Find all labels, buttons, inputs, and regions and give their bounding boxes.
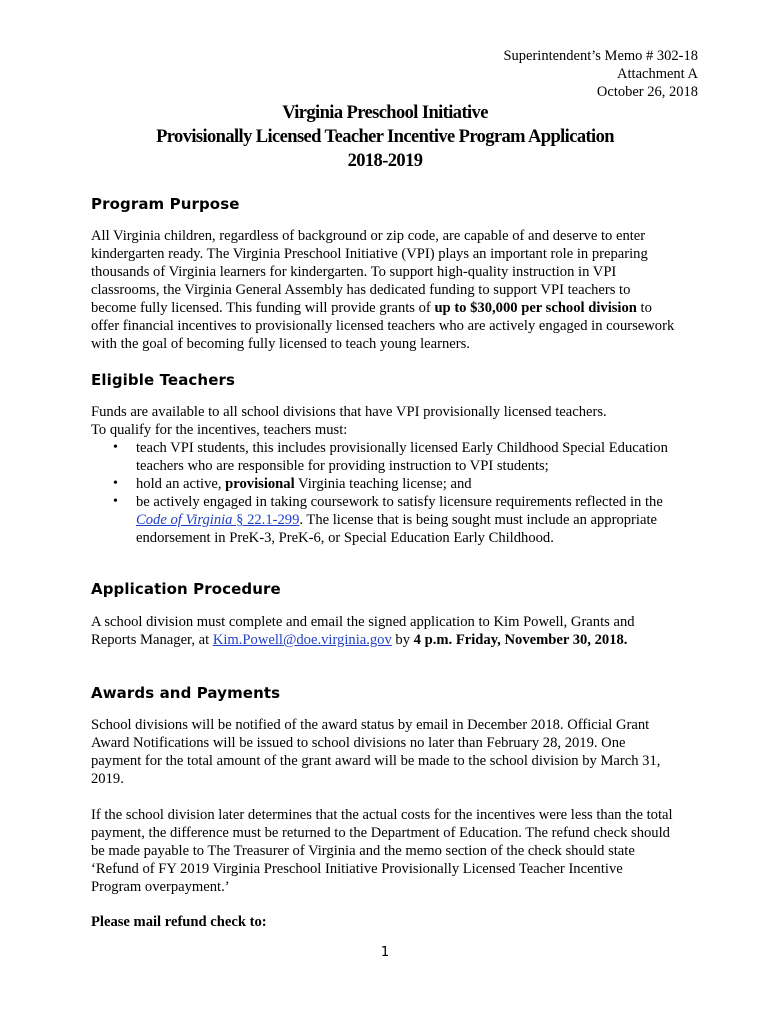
awards-paragraph-2: If the school division later determines that the actual costs for the incentives were less than the total payment, the difference must be returned to the Department of Education. The refund check should be made payable to The Treasurer of Virginia and the memo section of the check should state ‘Refund of FY 2019 Virginia Preschool Initiative Provisionally Licensed Teacher Incentive Program overpayment.’ [91,807,673,895]
bullet-icon: • [113,440,118,455]
memo-number: Superintendent’s Memo # 302-18 [503,48,698,64]
program-purpose-text: All Virginia children, regardless of background or zip code, are capable of and deserve to enter kindergarten ready. The Virginia Preschool Initiative (VPI) plays an important role in preparing thousands of Virginia learners for kindergarten. To support high-quality instruction in VPI classrooms, the Virginia General Assembly has dedicated funding to support VPI teachers to become fully licensed. This funding will provide grants of up to $30,000 per school division to offer financial incentives to provisionally licensed teachers who are actively engaged in coursework with the goal of becoming fully licensed to teach young learners. [91,228,675,352]
document-title [0,101,770,173]
mail-refund-label: Please mail refund check to: [91,914,267,930]
heading-program-purpose: Program Purpose [91,195,240,213]
code-of-virginia-link[interactable]: Code of Virginia § 22.1-299 [136,512,300,528]
list-item: • be actively engaged in taking coursework to satisfy licensure requirements reflected in the Code of Virginia § 22.1-299. The license that is being sought must include an appropriate endorsement in PreK-3, PreK-6, or Special Education Early Childhood. [113,494,663,546]
list-item: • hold an active, provisional Virginia teaching license; and [113,476,472,492]
title-line-2: Provisionally Licensed Teacher Incentive Program Application [156,127,614,147]
awards-paragraph-1: School divisions will be notified of the award status by email in December 2018. Official Grant Award Notifications will be issued to school divisions no later than February 28, 2019. One payment for the total amount of the grant award will be made to the school division by March 31, 2019. [91,717,661,787]
heading-application-procedure: Application Procedure [91,580,281,598]
heading-eligible-teachers: Eligible Teachers [91,371,235,389]
title-line-1: Virginia Preschool Initiative [282,103,488,123]
email-link[interactable]: Kim.Powell@doe.virginia.gov [212,632,392,648]
bullet-icon: • [113,494,118,509]
title-line-3: 2018-2019 [347,151,423,171]
eligible-intro: Funds are available to all school divisions that have VPI provisionally licensed teachers. To qualify for the incentives, teachers must: [91,404,607,438]
heading-awards-payments: Awards and Payments [91,684,281,702]
memo-header [503,47,698,101]
memo-date: October 26, 2018 [596,84,698,100]
attachment-label: Attachment A [617,66,698,82]
bullet-icon: • [113,476,118,491]
eligibility-list [91,439,699,547]
list-item: • teach VPI students, this includes provisionally licensed Early Childhood Special Education teachers who are responsible for providing instruction to VPI students; [113,440,668,474]
application-procedure-text: A school division must complete and email the signed application to Kim Powell, Grants and Reports Manager, at Kim.Powell@doe.virginia.gov by 4 p.m. Friday, November 30, 2018. [91,614,635,648]
grant-amount: up to $30,000 per school division [434,300,637,316]
deadline-text: 4 p.m. Friday, November 30, 2018. [413,632,628,648]
page-number: 1 [380,944,390,960]
